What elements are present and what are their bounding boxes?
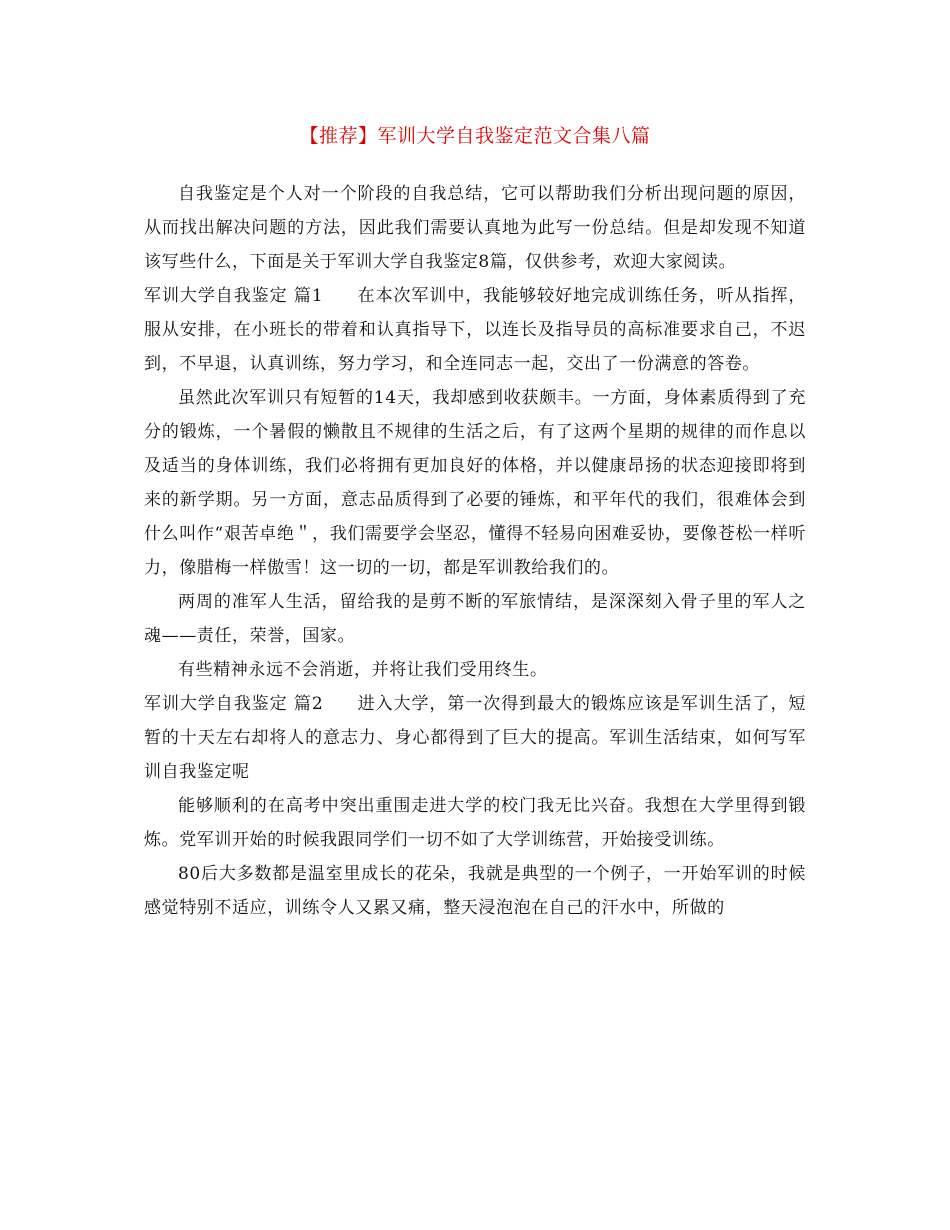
section-2-lead-paragraph	[144, 687, 806, 789]
document-body	[144, 177, 806, 925]
intro-paragraph: 自我鉴定是个人对一个阶段的自我总结，它可以帮助我们分析出现问题的原因，从而找出解决问题的方法，因此我们需要认真地为此写一份总结。但是却发现不知道该写些什么，下面是关于军训大学自我鉴定8篇，仅供参考，欢迎大家阅读。	[144, 184, 806, 272]
section-2-heading: 军训大学自我鉴定 篇2	[144, 694, 324, 714]
section-2-lead-text: 进入大学，第一次得到最大的锻炼应该是军训生活了，短暂的十天左右却将人的意志力、身心都得到了巨大的提高。军训生活结束，如何写军训自我鉴定呢	[144, 694, 806, 782]
section-1-paragraph: 虽然此次军训只有短暂的14天，我却感到收获颇丰。一方面，身体素质得到了充分的锻炼，一个暑假的懒散且不规律的生活之后，有了这两个星期的规律的而作息以及适当的身体训练，我们必将拥有更加良好的体格，并以健康昂扬的状态迎接即将到来的新学期。另一方面，意志品质得到了必要的锤炼，和平年代的我们，很难体会到什么叫作“艰苦卓绝＂，我们需要学会坚忍，懂得不轻易向困难妥协，要像苍松一样听力，像腊梅一样傲雪！这一切的一切，都是军训教给我们的。	[144, 388, 806, 578]
document-title: 【推荐】军训大学自我鉴定范文合集八篇	[299, 125, 651, 147]
section-2-paragraph: 80后大多数都是温室里成长的花朵，我就是典型的一个例子，一开始军训的时候感觉特别不适应，训练令人又累又痛，整天浸泡泡在自己的汗水中，所做的	[144, 864, 806, 918]
section-1-paragraph: 有些精神永远不会消逝，并将让我们受用终生。	[178, 660, 548, 680]
section-1-heading: 军训大学自我鉴定 篇1	[144, 286, 324, 306]
section-2-paragraph: 能够顺利的在高考中突出重围走进大学的校门我无比兴奋。我想在大学里得到锻炼。党军训开始的时候我跟同学们一切不如了大学训练营，开始接受训练。	[144, 796, 806, 850]
section-1-lead-paragraph	[144, 279, 806, 381]
section-1-lead-text: 在本次军训中，我能够较好地完成训练任务，听从指挥，服从安排，在小班长的带着和认真指导下，以连长及指导员的高标准要求自己，不迟到，不早退，认真训练，努力学习，和全连同志一起，交出了一份满意的答卷。	[144, 286, 806, 374]
section-1-paragraph: 两周的准军人生活，留给我的是剪不断的军旅情结，是深深刻入骨子里的军人之魂——责任，荣誉，国家。	[144, 592, 806, 646]
